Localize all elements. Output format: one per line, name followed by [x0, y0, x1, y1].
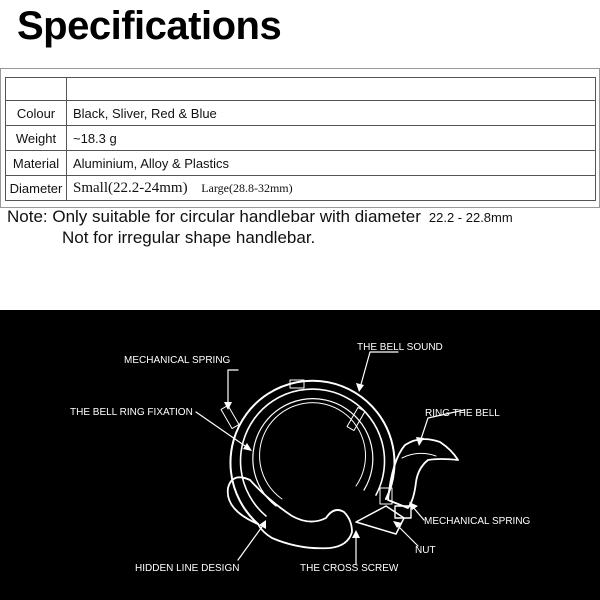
note-diameter: 22.2 - 22.8mm: [428, 210, 513, 225]
bell-diagram: [0, 310, 600, 600]
page-title: Specifications: [17, 4, 282, 48]
label-bell-ring-fixation: THE BELL RING FIXATION: [70, 407, 193, 418]
spec-value: ~18.3 g: [67, 126, 596, 151]
spec-value: Aluminium, Alloy & Plastics: [67, 151, 596, 176]
spec-value: [67, 176, 596, 201]
label-nut: NUT: [415, 545, 436, 556]
bell-diagram-svg: [0, 310, 600, 600]
label-cross-screw: THE CROSS SCREW: [300, 563, 399, 574]
note: [7, 207, 513, 248]
spec-key: Colour: [6, 101, 67, 126]
diameter-small: Small(22.2-24mm): [73, 179, 188, 196]
table-row: [6, 126, 596, 151]
label-bell-sound: THE BELL SOUND: [357, 342, 443, 353]
note-line-1: Note: Only suitable for circular handlebar with diameter: [7, 207, 421, 226]
diameter-large: Large(28.8-32mm): [201, 180, 293, 195]
bell-inner-ring-1: [241, 389, 385, 516]
table-row: [6, 78, 596, 101]
bell-inner-ring-2: [253, 399, 373, 506]
spec-key: Weight: [6, 126, 67, 151]
bell-inner-ring-3: [260, 403, 366, 499]
table-row: [6, 151, 596, 176]
table-row: [6, 176, 596, 201]
striker-lever: [388, 439, 458, 508]
label-ring-the-bell: RING THE BELL: [425, 408, 500, 419]
label-hidden-line-design: HIDDEN LINE DESIGN: [135, 563, 240, 574]
spec-value: Black, Sliver, Red & Blue: [67, 101, 596, 126]
screw-block: [356, 506, 404, 534]
note-line-2: Not for irregular shape handlebar.: [62, 228, 316, 247]
table-row: [6, 101, 596, 126]
spec-table: [5, 77, 596, 201]
label-mechanical-spring-right: MECHANICAL SPRING: [424, 516, 531, 527]
label-mechanical-spring-top: MECHANICAL SPRING: [124, 355, 231, 366]
spec-key: Diameter: [6, 176, 67, 201]
spec-key: Material: [6, 151, 67, 176]
